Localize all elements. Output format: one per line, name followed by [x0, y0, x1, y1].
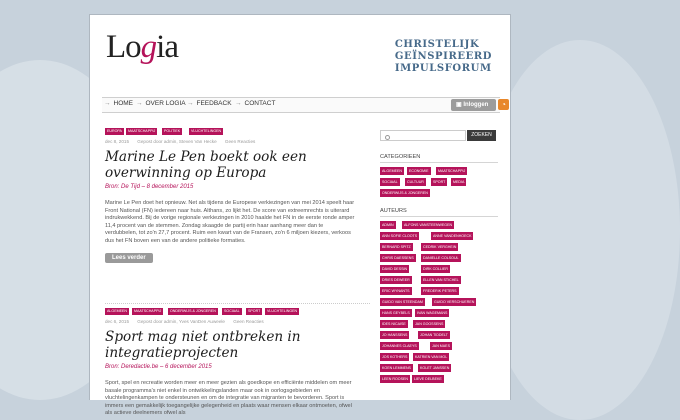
author-tag[interactable]: LEEN ROOSEN [382, 377, 408, 381]
page-wrapper [89, 14, 511, 417]
post-tag[interactable]: ONDERWIJS & JONGEREN [170, 309, 216, 313]
author-tag[interactable]: DRIES DEWEER [382, 278, 410, 282]
author-tag[interactable]: ANN SOFIE CLOOTS [382, 234, 418, 238]
author-tag[interactable]: ELLEN VAN STICHEL [423, 278, 459, 282]
category-tag[interactable]: ONDERWIJS & JONGEREN [382, 191, 428, 195]
logo-g: g [140, 29, 157, 65]
post-tag[interactable]: SOCIAAL [224, 309, 240, 313]
author-tag[interactable]: JO HANSSENS [382, 333, 408, 337]
post-meta [105, 139, 355, 147]
author-tag[interactable]: IDES NICAISE [382, 322, 406, 326]
author-tag[interactable]: ALFONS VANSTEENWEGEN [404, 223, 453, 227]
category-list [380, 167, 498, 200]
post-date: dec 8, 2015 [105, 139, 130, 144]
search-input[interactable] [380, 130, 466, 141]
category-tag[interactable]: MEDIA [453, 180, 465, 184]
author-tag[interactable]: JAN GOOSSENS [415, 322, 444, 326]
read-more-button[interactable]: Lees verder [105, 253, 153, 263]
post-source: Bron: De Tijd – 8 december 2015 [105, 184, 194, 190]
arrow-right-icon: → [104, 100, 111, 107]
post-tag[interactable]: VLUCHTELINGEN [267, 309, 298, 313]
post-divider [105, 303, 370, 304]
post-tag[interactable]: MAATSCHAPPIJ [128, 129, 156, 133]
site-tagline [395, 39, 492, 75]
post-tag[interactable]: EUROPA [107, 129, 122, 133]
arrow-right-icon: → [187, 100, 194, 107]
category-tag[interactable]: SPORT [433, 180, 446, 184]
author-tag[interactable]: IVAN WAGEMANS [417, 311, 448, 315]
post-excerpt: Sport, spel en recreatie worden meer en meer gezien als goedkope en efficiënte middelen om meer basale programma's niet enkel in ontwikkelingslanden maar ook in oorlogsgebieden en vluchtelingenkampen te ondersteunen en om de integratie van migranten te bevorderen. Sport is immers een gemakkelijk toegangelijke gelegenheid en plaats waar mensen elkaar ontmoeten, ofwel als actieve deelnemers ofwel als [105, 380, 352, 417]
category-tag[interactable]: CULTUUR [407, 180, 424, 184]
lock-icon: ▣ [456, 102, 464, 108]
post-meta [105, 319, 355, 327]
author-tag[interactable]: DAVID DESSIN [382, 267, 408, 271]
author-tag[interactable]: BERNARD SPITZ [382, 245, 411, 249]
author-tag[interactable]: GUIDO VERSCHUEREN [434, 300, 475, 304]
post-tags [105, 128, 355, 136]
category-tag[interactable]: ALGEMEEN [382, 169, 402, 173]
author-tag[interactable]: GUIDO VAN STEENDAM [382, 300, 423, 304]
categories-title: CATEGORIEEN [380, 154, 498, 163]
category-tag[interactable]: MAATSCHAPPIJ [438, 169, 466, 173]
post-title[interactable]: Sport mag niet ontbreken in integratieprojecten [105, 329, 301, 361]
post [105, 128, 355, 264]
post-excerpt: Marine Le Pen doet het opnieuw. Net als tijdens de Europese verkiezingen van mei 2014 speelt haar Front National (FN) iedereen naar huis. Althans, zo lijkt het. De score van extreemrechts is uiterard indrukwekkend. Bij de vorige regionale verkiezingen in 2010 haalde het FN in de eerste ronde amper 11,4 procent van de stemmen. Zondag skaagde de partij erin haar aanhang meer dan te verdubbelen, tot zo'n 27,7 procent. Ruim een kwart van de Fransen, zo'n 6 miljoen kiezers, verkoos dus het FN boven een van de andere politieke formaties. [105, 200, 355, 244]
authors-title: AUTEURS [380, 208, 498, 217]
logo-ia: ia [156, 29, 178, 65]
post-tag[interactable]: ALGEMEEN [107, 309, 127, 313]
post-tag[interactable]: MAATSCHAPPIJ [134, 309, 162, 313]
author-tag[interactable]: CHRIS DAESSENS [382, 256, 414, 260]
author-tag[interactable]: JOS KOTHERS [382, 355, 408, 359]
logo-lo: Lo [106, 29, 141, 65]
post-tag[interactable]: VLUCHTELINGEN [191, 129, 222, 133]
site-logo[interactable] [106, 31, 178, 64]
author-tag[interactable]: JOHAN TIDDELT [420, 333, 448, 337]
authors-widget [380, 208, 498, 391]
nav-item-over-logia[interactable]: → OVER LOGIA [136, 100, 186, 107]
author-tag[interactable]: ADMIN [382, 223, 394, 227]
post-title[interactable]: Marine Le Pen boekt ook een overwinning op Europa [105, 149, 307, 181]
author-tag[interactable]: ANNE VANDENHOECK [433, 234, 472, 238]
author-tag[interactable]: LIEVE DELBEKE [414, 377, 442, 381]
categories-widget [380, 154, 498, 200]
author-tag[interactable]: DANIELLE COLSOUL [423, 256, 459, 260]
author-tag[interactable]: KOLET JANSSEN [420, 366, 450, 370]
author-tag[interactable]: KOEN LEMMENS [382, 366, 411, 370]
author-tag[interactable]: ERIC WYNANTS [382, 289, 410, 293]
author-tag[interactable]: JAN MAES [432, 344, 450, 348]
author-tag[interactable]: FREDERIK PETERS [423, 289, 457, 293]
category-tag[interactable]: SOCIAAL [382, 180, 398, 184]
search-icon [385, 135, 390, 140]
main-nav [102, 97, 506, 113]
nav-item-contact[interactable]: → CONTACT [235, 100, 276, 107]
nav-item-home[interactable]: → HOME [104, 100, 133, 107]
post [105, 308, 355, 418]
search-form [380, 128, 498, 142]
arrow-right-icon: → [136, 100, 143, 107]
post-date: dec 6, 2015 [105, 319, 130, 324]
author-list [380, 221, 498, 391]
post-author[interactable]: Gepost door admin, Steven Van Hecke [137, 139, 217, 144]
search-button[interactable]: ZOEKEN [467, 130, 496, 141]
author-tag[interactable]: KATRIEN VAN MOL [415, 355, 448, 359]
sidebar [380, 128, 498, 391]
rss-icon[interactable]: ◔ [498, 99, 509, 110]
author-tag[interactable]: DIRK COLLIER [423, 267, 448, 271]
tagline-line: CHRISTELIJK [394, 39, 480, 50]
post-comments[interactable]: Geen Reacties [233, 319, 264, 324]
login-button[interactable]: ▣ Inloggen [451, 99, 496, 111]
site-header [90, 15, 510, 97]
post-tag[interactable]: SPORT [248, 309, 261, 313]
arrow-right-icon: → [235, 100, 242, 107]
tagline-line: GEÏNSPIREERD [394, 51, 492, 62]
post-author[interactable]: Gepost door admin, Yves VanDen Auweele [137, 319, 225, 324]
post-comments[interactable]: Geen Reacties [224, 139, 256, 144]
post-tag[interactable]: POLITIEK [164, 129, 181, 133]
category-tag[interactable]: ECONOMIE [409, 169, 429, 173]
author-tag[interactable]: JOHANNES CLAEYS [382, 344, 417, 348]
nav-item-feedback[interactable]: → FEEDBACK [187, 100, 232, 107]
post-tags [105, 308, 355, 316]
author-tag[interactable]: HANS GEYBELS [382, 311, 410, 315]
tagline-line: IMPULSFORUM [394, 63, 492, 74]
post-source: Bron: Deredactie.be – 6 december 2015 [105, 364, 212, 370]
author-tag[interactable]: CEDRIK VERGHEIN [423, 245, 457, 249]
